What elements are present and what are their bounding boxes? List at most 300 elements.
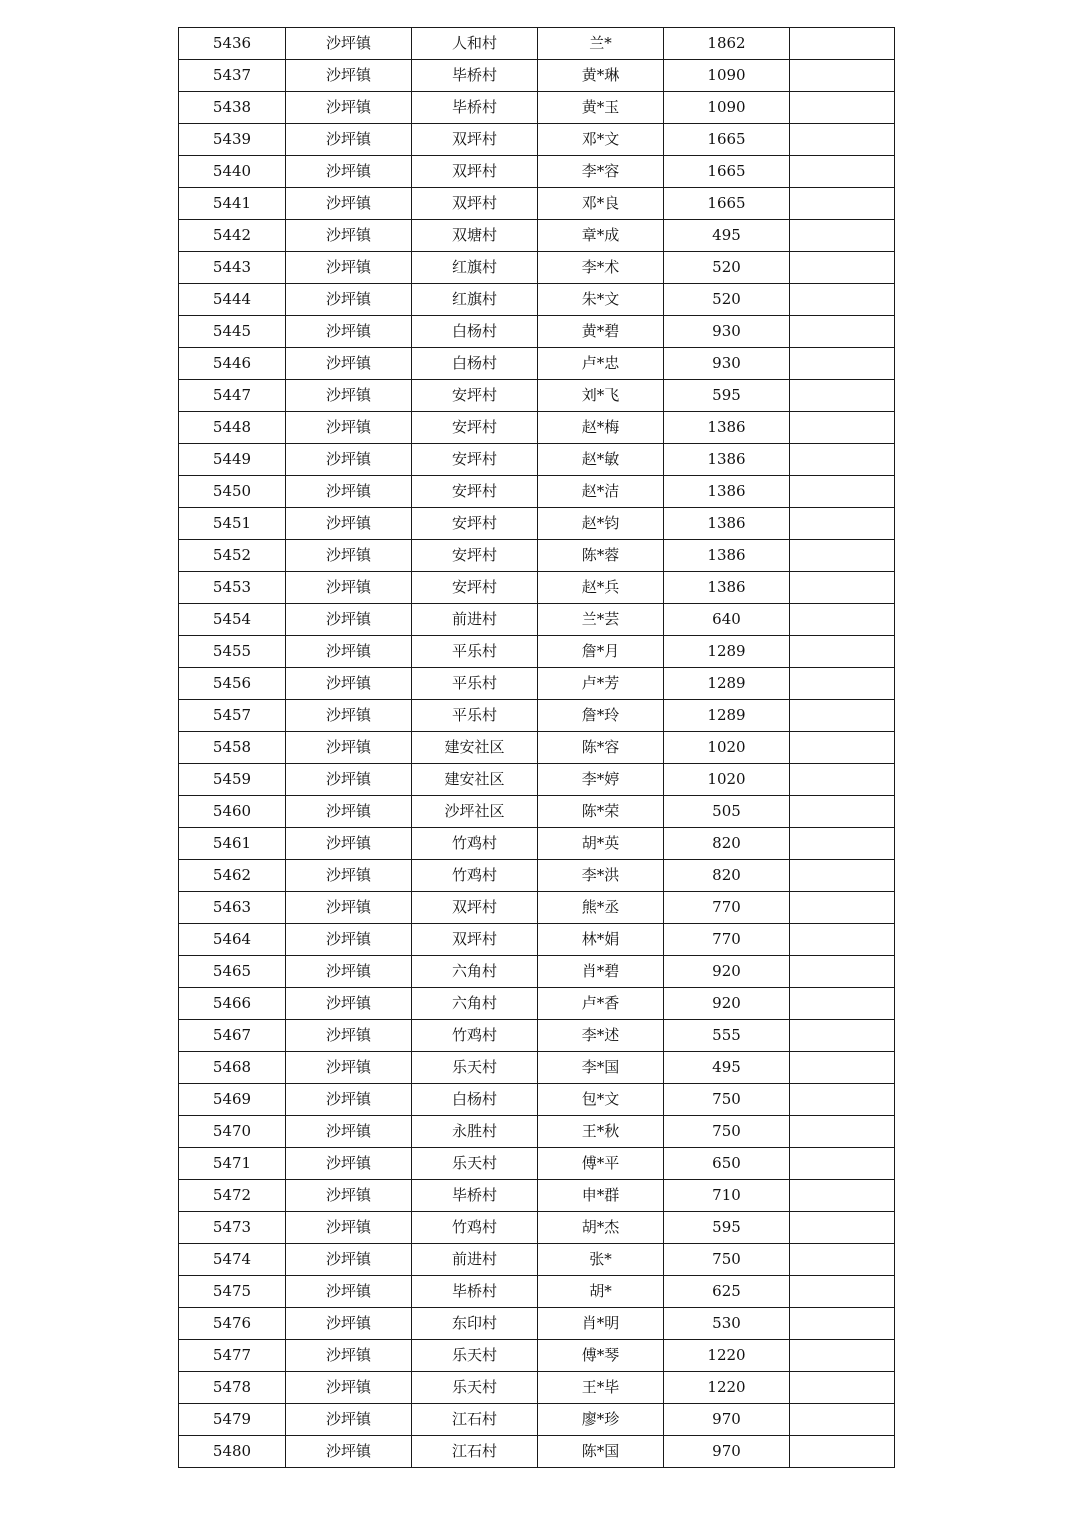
table-row — [179, 1052, 895, 1084]
amount-cell: 555 — [664, 1020, 790, 1052]
table-row — [179, 1436, 895, 1468]
village-cell: 人和村 — [412, 28, 538, 60]
person-name-cell: 陈*蓉 — [538, 540, 664, 572]
table-row — [179, 1340, 895, 1372]
person-name-cell: 傅*琴 — [538, 1340, 664, 1372]
remark-cell — [790, 572, 895, 604]
person-name-cell: 胡* — [538, 1276, 664, 1308]
amount-cell: 1220 — [664, 1340, 790, 1372]
table-row — [179, 92, 895, 124]
remark-cell — [790, 220, 895, 252]
amount-cell: 520 — [664, 284, 790, 316]
town-cell: 沙坪镇 — [286, 1116, 412, 1148]
table-row — [179, 604, 895, 636]
serial-number-cell: 5437 — [179, 60, 286, 92]
town-cell: 沙坪镇 — [286, 956, 412, 988]
person-name-cell: 张* — [538, 1244, 664, 1276]
serial-number-cell: 5470 — [179, 1116, 286, 1148]
table-row — [179, 1404, 895, 1436]
table-row — [179, 28, 895, 60]
town-cell: 沙坪镇 — [286, 604, 412, 636]
table-row — [179, 988, 895, 1020]
village-cell: 毕桥村 — [412, 92, 538, 124]
remark-cell — [790, 1244, 895, 1276]
person-name-cell: 王*毕 — [538, 1372, 664, 1404]
village-cell: 毕桥村 — [412, 60, 538, 92]
village-cell: 永胜村 — [412, 1116, 538, 1148]
amount-cell: 1665 — [664, 124, 790, 156]
serial-number-cell: 5451 — [179, 508, 286, 540]
village-cell: 安坪村 — [412, 444, 538, 476]
amount-cell: 1665 — [664, 188, 790, 220]
serial-number-cell: 5443 — [179, 252, 286, 284]
town-cell: 沙坪镇 — [286, 380, 412, 412]
table-row — [179, 540, 895, 572]
remark-cell — [790, 60, 895, 92]
village-cell: 建安社区 — [412, 732, 538, 764]
village-cell: 乐天村 — [412, 1372, 538, 1404]
village-cell: 安坪村 — [412, 412, 538, 444]
remark-cell — [790, 156, 895, 188]
serial-number-cell: 5475 — [179, 1276, 286, 1308]
serial-number-cell: 5479 — [179, 1404, 286, 1436]
town-cell: 沙坪镇 — [286, 476, 412, 508]
amount-cell: 1386 — [664, 572, 790, 604]
table-row — [179, 764, 895, 796]
village-cell: 白杨村 — [412, 1084, 538, 1116]
person-name-cell: 卢*芳 — [538, 668, 664, 700]
person-name-cell: 赵*钧 — [538, 508, 664, 540]
amount-cell: 820 — [664, 828, 790, 860]
village-cell: 平乐村 — [412, 700, 538, 732]
table-row — [179, 860, 895, 892]
remark-cell — [790, 508, 895, 540]
amount-cell: 1090 — [664, 92, 790, 124]
remark-cell — [790, 1404, 895, 1436]
serial-number-cell: 5467 — [179, 1020, 286, 1052]
table-row — [179, 892, 895, 924]
person-name-cell: 章*成 — [538, 220, 664, 252]
town-cell: 沙坪镇 — [286, 1212, 412, 1244]
person-name-cell: 兰* — [538, 28, 664, 60]
village-cell: 东印村 — [412, 1308, 538, 1340]
table-row — [179, 444, 895, 476]
amount-cell: 495 — [664, 220, 790, 252]
serial-number-cell: 5465 — [179, 956, 286, 988]
person-name-cell: 赵*兵 — [538, 572, 664, 604]
amount-cell: 530 — [664, 1308, 790, 1340]
person-name-cell: 李*婷 — [538, 764, 664, 796]
town-cell: 沙坪镇 — [286, 796, 412, 828]
remark-cell — [790, 28, 895, 60]
town-cell: 沙坪镇 — [286, 60, 412, 92]
town-cell: 沙坪镇 — [286, 1404, 412, 1436]
person-name-cell: 黄*琳 — [538, 60, 664, 92]
table-row — [179, 1148, 895, 1180]
remark-cell — [790, 252, 895, 284]
village-cell: 双坪村 — [412, 892, 538, 924]
person-name-cell: 李*洪 — [538, 860, 664, 892]
town-cell: 沙坪镇 — [286, 1180, 412, 1212]
person-name-cell: 卢*香 — [538, 988, 664, 1020]
person-name-cell: 詹*月 — [538, 636, 664, 668]
remark-cell — [790, 92, 895, 124]
serial-number-cell: 5456 — [179, 668, 286, 700]
table-row — [179, 572, 895, 604]
town-cell: 沙坪镇 — [286, 1148, 412, 1180]
serial-number-cell: 5458 — [179, 732, 286, 764]
village-cell: 竹鸡村 — [412, 1020, 538, 1052]
town-cell: 沙坪镇 — [286, 1276, 412, 1308]
remark-cell — [790, 412, 895, 444]
table-row — [179, 220, 895, 252]
remark-cell — [790, 892, 895, 924]
serial-number-cell: 5472 — [179, 1180, 286, 1212]
person-name-cell: 林*娟 — [538, 924, 664, 956]
village-cell: 双坪村 — [412, 188, 538, 220]
amount-cell: 750 — [664, 1116, 790, 1148]
person-name-cell: 陈*容 — [538, 732, 664, 764]
village-cell: 双坪村 — [412, 924, 538, 956]
table-row — [179, 1084, 895, 1116]
village-cell: 六角村 — [412, 988, 538, 1020]
serial-number-cell: 5477 — [179, 1340, 286, 1372]
serial-number-cell: 5468 — [179, 1052, 286, 1084]
serial-number-cell: 5459 — [179, 764, 286, 796]
table-row — [179, 1180, 895, 1212]
remark-cell — [790, 860, 895, 892]
person-name-cell: 赵*敏 — [538, 444, 664, 476]
town-cell: 沙坪镇 — [286, 156, 412, 188]
amount-cell: 1289 — [664, 668, 790, 700]
amount-cell: 710 — [664, 1180, 790, 1212]
town-cell: 沙坪镇 — [286, 220, 412, 252]
amount-cell: 1386 — [664, 444, 790, 476]
serial-number-cell: 5444 — [179, 284, 286, 316]
serial-number-cell: 5478 — [179, 1372, 286, 1404]
table-row — [179, 508, 895, 540]
serial-number-cell: 5449 — [179, 444, 286, 476]
table-row — [179, 1212, 895, 1244]
table-row — [179, 188, 895, 220]
serial-number-cell: 5455 — [179, 636, 286, 668]
person-name-cell: 廖*珍 — [538, 1404, 664, 1436]
amount-cell: 1862 — [664, 28, 790, 60]
serial-number-cell: 5446 — [179, 348, 286, 380]
village-cell: 江石村 — [412, 1404, 538, 1436]
village-cell: 红旗村 — [412, 252, 538, 284]
town-cell: 沙坪镇 — [286, 700, 412, 732]
table-row — [179, 796, 895, 828]
remark-cell — [790, 668, 895, 700]
serial-number-cell: 5439 — [179, 124, 286, 156]
village-cell: 竹鸡村 — [412, 860, 538, 892]
village-cell: 双坪村 — [412, 124, 538, 156]
village-cell: 乐天村 — [412, 1340, 538, 1372]
village-cell: 安坪村 — [412, 508, 538, 540]
amount-cell: 595 — [664, 380, 790, 412]
town-cell: 沙坪镇 — [286, 636, 412, 668]
remark-cell — [790, 380, 895, 412]
remark-cell — [790, 700, 895, 732]
amount-cell: 930 — [664, 348, 790, 380]
town-cell: 沙坪镇 — [286, 412, 412, 444]
person-name-cell: 黄*碧 — [538, 316, 664, 348]
table-row — [179, 828, 895, 860]
remark-cell — [790, 988, 895, 1020]
town-cell: 沙坪镇 — [286, 348, 412, 380]
person-name-cell: 申*群 — [538, 1180, 664, 1212]
remark-cell — [790, 636, 895, 668]
amount-cell: 520 — [664, 252, 790, 284]
amount-cell: 750 — [664, 1244, 790, 1276]
amount-cell: 1386 — [664, 412, 790, 444]
town-cell: 沙坪镇 — [286, 124, 412, 156]
person-name-cell: 包*文 — [538, 1084, 664, 1116]
remark-cell — [790, 1372, 895, 1404]
table-row — [179, 476, 895, 508]
village-cell: 竹鸡村 — [412, 1212, 538, 1244]
remark-cell — [790, 124, 895, 156]
remark-cell — [790, 924, 895, 956]
serial-number-cell: 5448 — [179, 412, 286, 444]
town-cell: 沙坪镇 — [286, 1340, 412, 1372]
amount-cell: 770 — [664, 892, 790, 924]
remark-cell — [790, 732, 895, 764]
person-name-cell: 邓*良 — [538, 188, 664, 220]
village-cell: 安坪村 — [412, 380, 538, 412]
remark-cell — [790, 1116, 895, 1148]
amount-cell: 1090 — [664, 60, 790, 92]
town-cell: 沙坪镇 — [286, 92, 412, 124]
table-row — [179, 1276, 895, 1308]
person-name-cell: 陈*荣 — [538, 796, 664, 828]
town-cell: 沙坪镇 — [286, 1052, 412, 1084]
village-cell: 沙坪社区 — [412, 796, 538, 828]
person-name-cell: 陈*国 — [538, 1436, 664, 1468]
amount-cell: 1386 — [664, 508, 790, 540]
town-cell: 沙坪镇 — [286, 860, 412, 892]
person-name-cell: 邓*文 — [538, 124, 664, 156]
town-cell: 沙坪镇 — [286, 284, 412, 316]
amount-cell: 750 — [664, 1084, 790, 1116]
remark-cell — [790, 1436, 895, 1468]
remark-cell — [790, 348, 895, 380]
amount-cell: 650 — [664, 1148, 790, 1180]
amount-cell: 1020 — [664, 732, 790, 764]
remark-cell — [790, 284, 895, 316]
remark-cell — [790, 540, 895, 572]
village-cell: 白杨村 — [412, 316, 538, 348]
person-name-cell: 朱*文 — [538, 284, 664, 316]
town-cell: 沙坪镇 — [286, 572, 412, 604]
remark-cell — [790, 476, 895, 508]
village-cell: 安坪村 — [412, 572, 538, 604]
village-cell: 竹鸡村 — [412, 828, 538, 860]
table-row — [179, 636, 895, 668]
person-name-cell: 李*容 — [538, 156, 664, 188]
amount-cell: 1289 — [664, 700, 790, 732]
village-cell: 建安社区 — [412, 764, 538, 796]
person-name-cell: 肖*明 — [538, 1308, 664, 1340]
serial-number-cell: 5440 — [179, 156, 286, 188]
table-row — [179, 156, 895, 188]
village-cell: 乐天村 — [412, 1052, 538, 1084]
person-name-cell: 詹*玲 — [538, 700, 664, 732]
village-cell: 白杨村 — [412, 348, 538, 380]
village-cell: 双塘村 — [412, 220, 538, 252]
serial-number-cell: 5447 — [179, 380, 286, 412]
serial-number-cell: 5471 — [179, 1148, 286, 1180]
serial-number-cell: 5460 — [179, 796, 286, 828]
amount-cell: 595 — [664, 1212, 790, 1244]
remark-cell — [790, 604, 895, 636]
serial-number-cell: 5438 — [179, 92, 286, 124]
table-row — [179, 668, 895, 700]
serial-number-cell: 5463 — [179, 892, 286, 924]
table-body — [179, 28, 895, 1468]
town-cell: 沙坪镇 — [286, 828, 412, 860]
village-cell: 平乐村 — [412, 668, 538, 700]
town-cell: 沙坪镇 — [286, 252, 412, 284]
table-row — [179, 1308, 895, 1340]
town-cell: 沙坪镇 — [286, 508, 412, 540]
amount-cell: 1289 — [664, 636, 790, 668]
village-cell: 安坪村 — [412, 476, 538, 508]
amount-cell: 930 — [664, 316, 790, 348]
person-name-cell: 赵*洁 — [538, 476, 664, 508]
serial-number-cell: 5473 — [179, 1212, 286, 1244]
amount-cell: 1386 — [664, 540, 790, 572]
village-cell: 双坪村 — [412, 156, 538, 188]
serial-number-cell: 5462 — [179, 860, 286, 892]
remark-cell — [790, 316, 895, 348]
town-cell: 沙坪镇 — [286, 188, 412, 220]
remark-cell — [790, 828, 895, 860]
amount-cell: 640 — [664, 604, 790, 636]
town-cell: 沙坪镇 — [286, 316, 412, 348]
village-cell: 前进村 — [412, 1244, 538, 1276]
table-row — [179, 316, 895, 348]
remark-cell — [790, 1084, 895, 1116]
town-cell: 沙坪镇 — [286, 1244, 412, 1276]
town-cell: 沙坪镇 — [286, 1308, 412, 1340]
table-row — [179, 348, 895, 380]
table-row — [179, 956, 895, 988]
person-name-cell: 王*秋 — [538, 1116, 664, 1148]
person-name-cell: 胡*英 — [538, 828, 664, 860]
amount-cell: 970 — [664, 1436, 790, 1468]
town-cell: 沙坪镇 — [286, 444, 412, 476]
remark-cell — [790, 1340, 895, 1372]
town-cell: 沙坪镇 — [286, 892, 412, 924]
serial-number-cell: 5476 — [179, 1308, 286, 1340]
village-cell: 红旗村 — [412, 284, 538, 316]
person-name-cell: 傅*平 — [538, 1148, 664, 1180]
amount-cell: 920 — [664, 988, 790, 1020]
village-cell: 安坪村 — [412, 540, 538, 572]
serial-number-cell: 5469 — [179, 1084, 286, 1116]
serial-number-cell: 5453 — [179, 572, 286, 604]
town-cell: 沙坪镇 — [286, 1084, 412, 1116]
table-row — [179, 1372, 895, 1404]
person-name-cell: 胡*杰 — [538, 1212, 664, 1244]
village-cell: 乐天村 — [412, 1148, 538, 1180]
amount-cell: 770 — [664, 924, 790, 956]
town-cell: 沙坪镇 — [286, 1020, 412, 1052]
town-cell: 沙坪镇 — [286, 1372, 412, 1404]
serial-number-cell: 5441 — [179, 188, 286, 220]
serial-number-cell: 5466 — [179, 988, 286, 1020]
town-cell: 沙坪镇 — [286, 988, 412, 1020]
village-cell: 江石村 — [412, 1436, 538, 1468]
remark-cell — [790, 1180, 895, 1212]
village-cell: 平乐村 — [412, 636, 538, 668]
remark-cell — [790, 796, 895, 828]
town-cell: 沙坪镇 — [286, 924, 412, 956]
table-row — [179, 60, 895, 92]
person-name-cell: 赵*梅 — [538, 412, 664, 444]
person-name-cell: 李*国 — [538, 1052, 664, 1084]
remark-cell — [790, 1276, 895, 1308]
amount-cell: 495 — [664, 1052, 790, 1084]
serial-number-cell: 5454 — [179, 604, 286, 636]
serial-number-cell: 5457 — [179, 700, 286, 732]
serial-number-cell: 5442 — [179, 220, 286, 252]
table-row — [179, 1116, 895, 1148]
town-cell: 沙坪镇 — [286, 1436, 412, 1468]
person-name-cell: 兰*芸 — [538, 604, 664, 636]
remark-cell — [790, 764, 895, 796]
amount-cell: 970 — [664, 1404, 790, 1436]
table-row — [179, 924, 895, 956]
serial-number-cell: 5461 — [179, 828, 286, 860]
amount-cell: 625 — [664, 1276, 790, 1308]
village-cell: 六角村 — [412, 956, 538, 988]
amount-cell: 1665 — [664, 156, 790, 188]
town-cell: 沙坪镇 — [286, 668, 412, 700]
person-name-cell: 肖*碧 — [538, 956, 664, 988]
person-name-cell: 李*述 — [538, 1020, 664, 1052]
remark-cell — [790, 444, 895, 476]
table-row — [179, 380, 895, 412]
remark-cell — [790, 1020, 895, 1052]
table-row — [179, 124, 895, 156]
serial-number-cell: 5436 — [179, 28, 286, 60]
serial-number-cell: 5464 — [179, 924, 286, 956]
table-row — [179, 732, 895, 764]
remark-cell — [790, 1212, 895, 1244]
amount-cell: 1220 — [664, 1372, 790, 1404]
remark-cell — [790, 1148, 895, 1180]
table-row — [179, 412, 895, 444]
amount-cell: 820 — [664, 860, 790, 892]
person-name-cell: 熊*丞 — [538, 892, 664, 924]
village-cell: 前进村 — [412, 604, 538, 636]
town-cell: 沙坪镇 — [286, 732, 412, 764]
table-row — [179, 1244, 895, 1276]
serial-number-cell: 5480 — [179, 1436, 286, 1468]
person-name-cell: 黄*玉 — [538, 92, 664, 124]
person-name-cell: 卢*忠 — [538, 348, 664, 380]
serial-number-cell: 5450 — [179, 476, 286, 508]
town-cell: 沙坪镇 — [286, 28, 412, 60]
amount-cell: 1386 — [664, 476, 790, 508]
town-cell: 沙坪镇 — [286, 764, 412, 796]
amount-cell: 920 — [664, 956, 790, 988]
table-row — [179, 252, 895, 284]
data-table — [178, 27, 895, 1468]
